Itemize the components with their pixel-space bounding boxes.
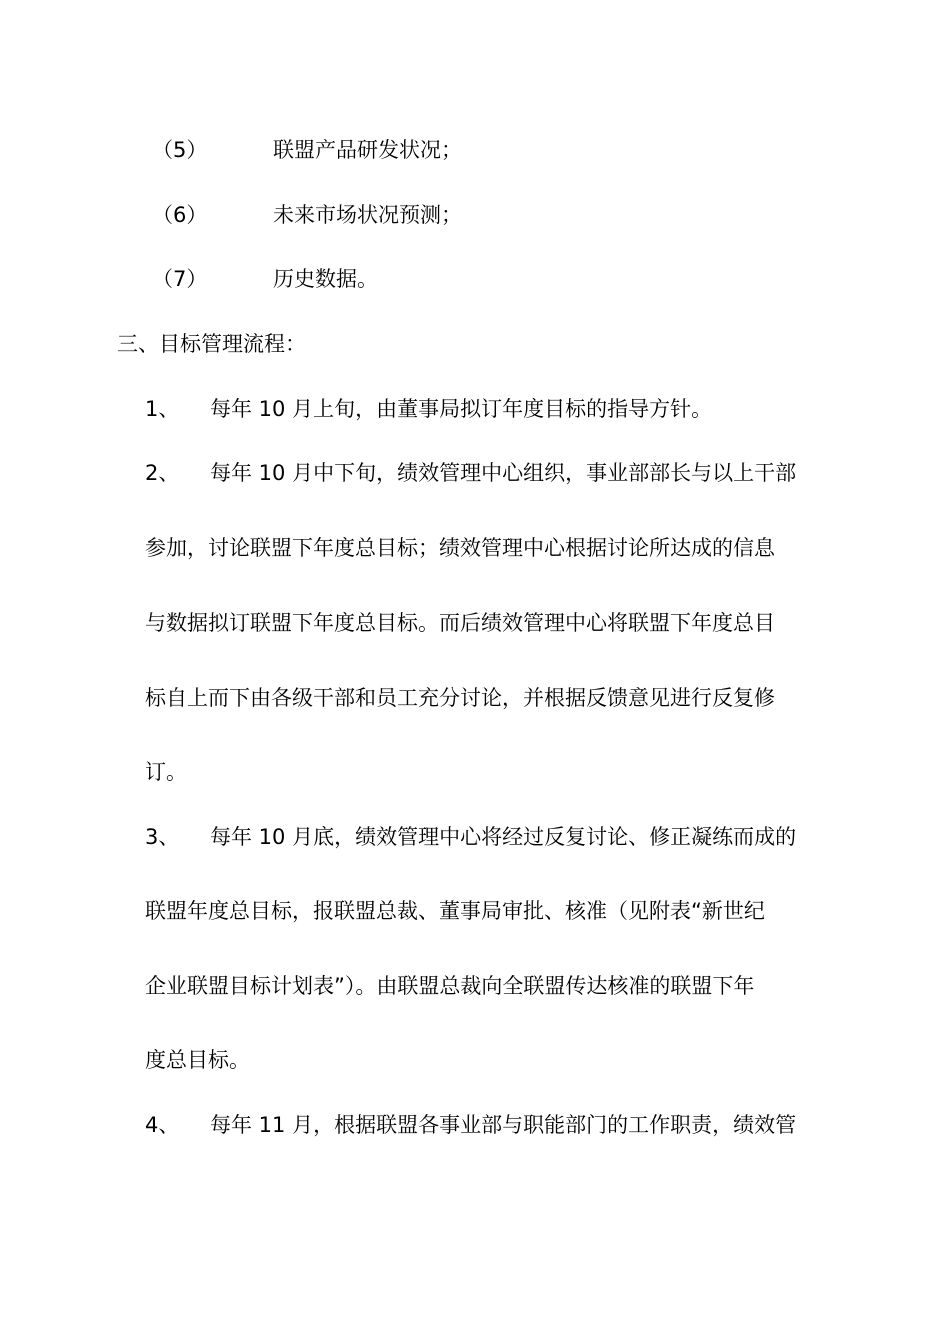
item-continuation-line: 参加，讨论联盟下年度总目标；绩效管理中心根据讨论所达成的信息: [145, 536, 775, 560]
item-text: 每年 11 月，根据联盟各事业部与职能部门的工作职责，绩效管: [210, 1113, 797, 1137]
section-heading: 三、目标管理流程：: [117, 332, 306, 356]
sub-item-text: 未来市场状况预测；: [273, 203, 462, 227]
item-text: 每年 10 月中下旬，绩效管理中心组织，事业部部长与以上干部: [210, 461, 797, 485]
item-continuation-line: 企业联盟目标计划表”）。由联盟总裁向全联盟传达核准的联盟下年: [145, 974, 755, 998]
item-continuation-line: 标自上而下由各级干部和员工充分讨论，并根据反馈意见进行反复修: [145, 686, 775, 710]
sub-item-text: 历史数据。: [273, 267, 378, 291]
item-text: 每年 10 月底，绩效管理中心将经过反复讨论、修正凝练而成的: [210, 825, 797, 849]
item-number: 4、: [145, 1113, 180, 1137]
item-continuation-line: 联盟年度总目标，报联盟总裁、董事局审批、核准（见附表“新世纪: [145, 899, 765, 923]
sub-item-number: （6）: [152, 203, 208, 227]
sub-item-number: （7）: [152, 267, 208, 291]
sub-item-text: 联盟产品研发状况；: [273, 138, 462, 162]
item-text: 每年 10 月上旬，由董事局拟订年度目标的指导方针。: [210, 397, 713, 421]
item-number: 3、: [145, 825, 180, 849]
item-continuation-line: 与数据拟订联盟下年度总目标。而后绩效管理中心将联盟下年度总目: [145, 611, 775, 635]
item-continuation-line: 订。: [145, 760, 187, 784]
item-number: 2、: [145, 461, 180, 485]
item-continuation-line: 度总目标。: [145, 1048, 250, 1072]
item-number: 1、: [145, 397, 180, 421]
sub-item-number: （5）: [152, 138, 208, 162]
